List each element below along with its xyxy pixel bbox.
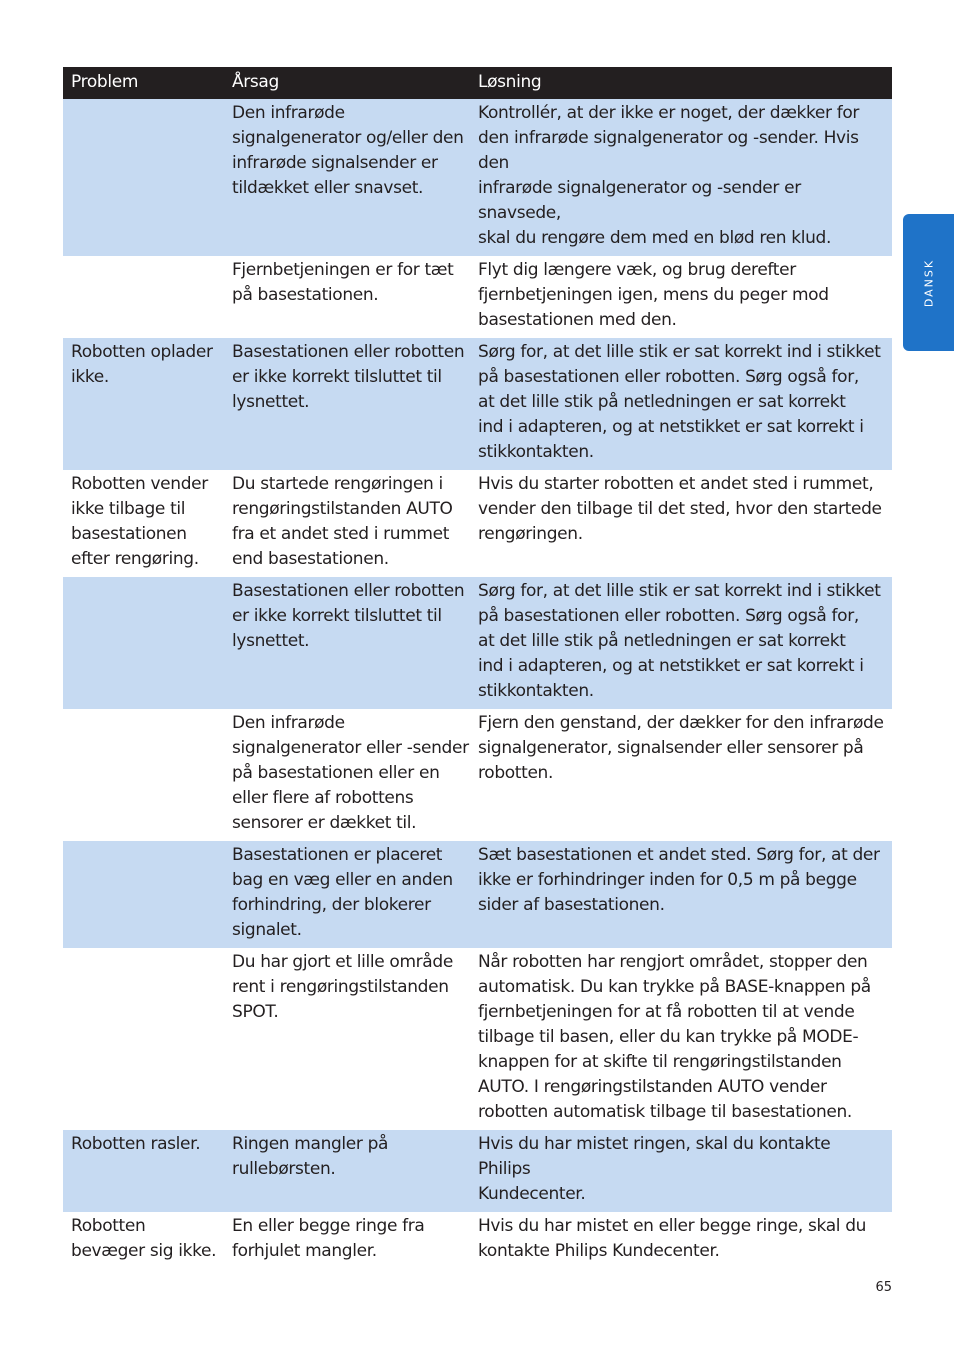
problem-cell: Robotten vender ikke tilbage til basestationen efter rengøring. <box>71 474 208 569</box>
problem-cell <box>63 99 224 256</box>
cause-cell: Ringen mangler på rullebørsten. <box>232 1134 389 1179</box>
language-tab-label: DANSK <box>922 258 935 307</box>
solution-cell: Hvis du starter robotten et andet sted i rummet, vender den tilbage til det sted, hvor den startede rengøringen. <box>478 474 882 544</box>
problem-cell <box>63 948 224 1130</box>
problem-cell <box>63 256 224 338</box>
language-tab <box>903 214 954 351</box>
table-row <box>63 338 892 470</box>
cause-cell: Den infrarøde signalgenerator og/eller den infrarøde signalsender er tildækket eller snavset. <box>232 103 464 198</box>
header-problem: Problem <box>71 72 139 92</box>
problem-cell: Robotten bevæger sig ikke. <box>71 1216 217 1261</box>
solution-cell: Hvis du har mistet en eller begge ringe, skal du kontakte Philips Kundecenter. <box>478 1216 867 1261</box>
cause-cell: Du har gjort et lille område rent i rengøringstilstanden SPOT. <box>232 952 453 1022</box>
cause-cell: Basestationen eller robotten er ikke korrekt tilsluttet til lysnettet. <box>232 342 465 412</box>
cause-cell: Den infrarøde signalgenerator eller -sender på basestationen eller en eller flere af robottens sensorer er dækket til. <box>232 713 469 833</box>
table-row <box>63 256 892 338</box>
table-header-row <box>63 67 892 99</box>
solution-cell: Sørg for, at det lille stik er sat korrekt ind i stikket på basestationen eller robotten. Sørg også for, at det lille stik på netledningen er sat korrekt ind i adapteren, og at netstikket er sat korrekt i stikkontakten. <box>478 581 881 701</box>
solution-cell: Sæt basestationen et andet sted. Sørg for, at der ikke er forhindringer inden for 0,5 m på begge sider af basestationen. <box>478 845 880 915</box>
problem-cell <box>63 841 224 948</box>
table-row <box>63 841 892 948</box>
cause-cell: Basestationen eller robotten er ikke korrekt tilsluttet til lysnettet. <box>232 581 465 651</box>
cause-cell: Du startede rengøringen i rengøringstilstanden AUTO fra et andet sted i rummet end basestationen. <box>232 474 453 569</box>
solution-cell: Kontrollér, at der ikke er noget, der dækker for den infrarøde signalgenerator og -sender. Hvis den infrarøde signalgenerator og -sender er snavsede, skal du rengøre dem med en blød ren klud. <box>478 103 860 248</box>
problem-cell <box>63 709 224 841</box>
table-row <box>63 99 892 256</box>
solution-cell: Når robotten har rengjort området, stopper den automatisk. Du kan trykke på BASE-knappen på fjernbetjeningen for at få robotten til at vende tilbage til basen, eller du kan trykke på MODE- knappen for at skifte til rengøringstilstanden AUTO. I rengøringstilstanden AUTO vender robotten automatisk tilbage til basestationen. <box>478 952 871 1122</box>
problem-cell <box>63 577 224 709</box>
table-row <box>63 948 892 1130</box>
solution-cell: Flyt dig længere væk, og brug derefter fjernbetjeningen igen, mens du peger mod basestationen med den. <box>478 260 829 330</box>
troubleshooting-table <box>63 67 892 1269</box>
solution-cell: Sørg for, at det lille stik er sat korrekt ind i stikket på basestationen eller robotten. Sørg også for, at det lille stik på netledningen er sat korrekt ind i adapteren, og at netstikket er sat korrekt i stikkontakten. <box>478 342 881 462</box>
cause-cell: Fjernbetjeningen er for tæt på basestationen. <box>232 260 454 305</box>
cause-cell: Basestationen er placeret bag en væg eller en anden forhindring, der blokerer signalet. <box>232 845 453 940</box>
table-row <box>63 709 892 841</box>
table-row <box>63 1212 892 1269</box>
table-row <box>63 577 892 709</box>
problem-cell: Robotten rasler. <box>71 1134 201 1154</box>
header-solution: Løsning <box>478 72 542 92</box>
table-row <box>63 470 892 577</box>
solution-cell: Fjern den genstand, der dækker for den infrarøde signalgenerator, signalsender eller sensorer på robotten. <box>478 713 884 783</box>
page-number: 65 <box>875 1280 892 1295</box>
table-row <box>63 1130 892 1212</box>
problem-cell: Robotten oplader ikke. <box>71 342 213 387</box>
header-cause: Årsag <box>232 72 279 92</box>
solution-cell: Hvis du har mistet ringen, skal du kontakte Philips Kundecenter. <box>478 1134 831 1204</box>
cause-cell: En eller begge ringe fra forhjulet mangler. <box>232 1216 425 1261</box>
